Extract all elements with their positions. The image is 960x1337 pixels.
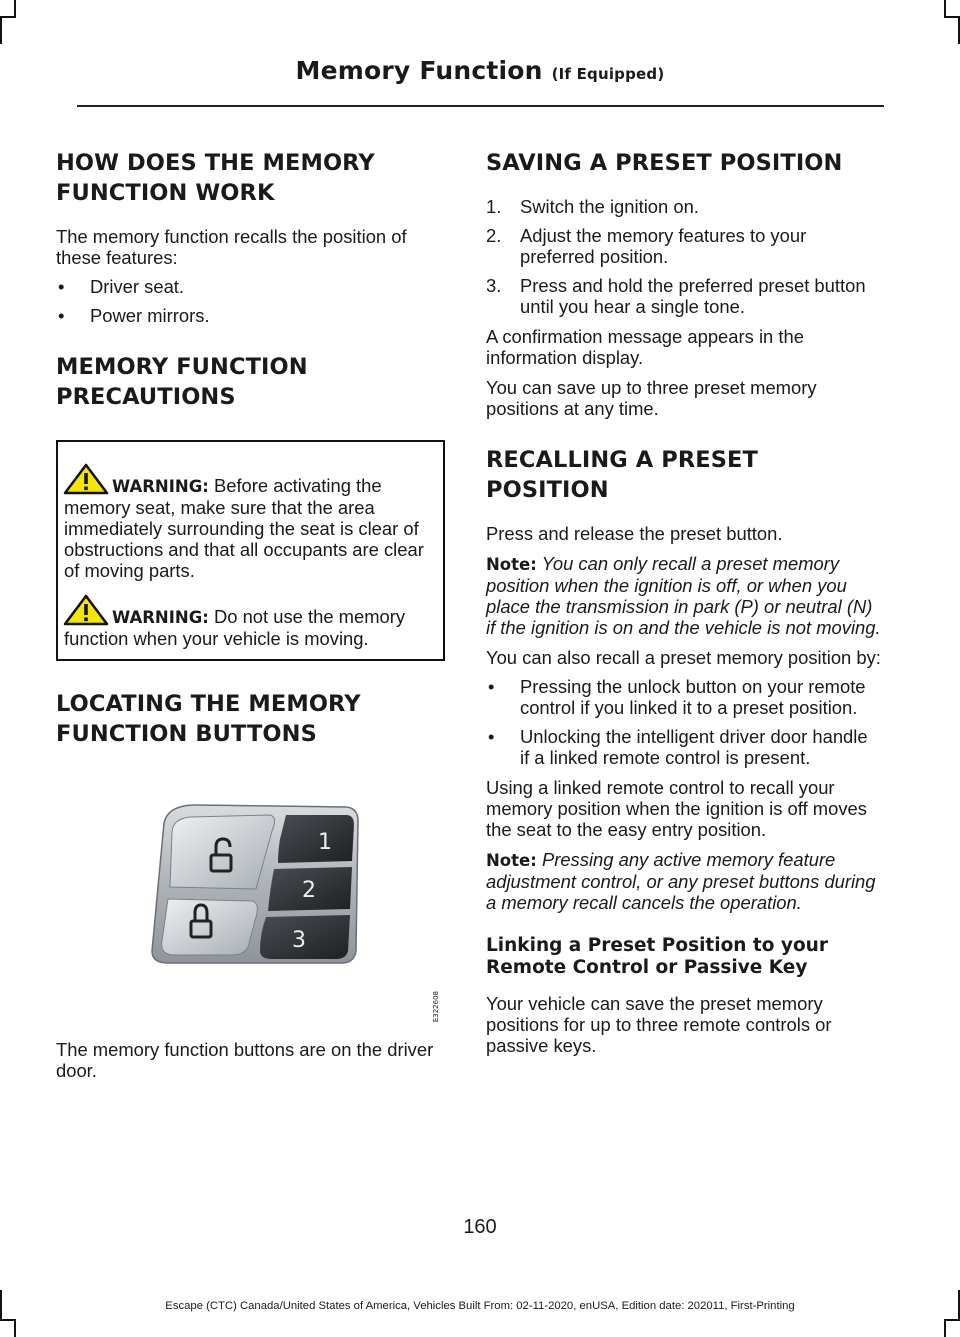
step-number: 1. [486,196,502,217]
warning-paragraph [64,464,437,581]
save-steps [486,196,881,317]
crop-mark [945,1319,960,1321]
note [486,849,881,913]
heading-line: LOCATING THE MEMORY [56,691,361,717]
heading-line: HOW DOES THE MEMORY [56,150,375,176]
step-item [486,275,881,317]
heading-line: PRECAUTIONS [56,384,236,410]
heading-saving: SAVING A PRESET POSITION [486,150,843,176]
heading-line: FUNCTION BUTTONS [56,721,317,747]
heading-line: POSITION [486,477,609,503]
linking-text: Your vehicle can save the preset memory positions for up to three remote controls or passive keys. [486,993,832,1056]
crop-mark [14,1319,16,1337]
page-title: Memory Function [295,56,543,85]
warning-label: WARNING: [112,608,209,627]
heading-precautions [56,352,444,412]
recall-easy-entry: Using a linked remote control to recall your memory position when the ignition is off moves the seat to the easy entry position. [486,777,867,840]
recall-alt-intro: You can also recall a preset memory position by: [486,647,881,668]
heading-recalling [486,445,881,505]
step-number: 3. [486,275,502,296]
page-subtitle: (If Equipped) [551,65,665,83]
crop-mark [14,0,16,18]
crop-mark [944,1319,946,1337]
recall-intro: Press and release the preset button. [486,523,783,544]
step-text: Adjust the memory features to your preferred position. [520,225,807,267]
heading-line: MEMORY FUNCTION [56,354,308,380]
list-item: • Unlocking the intelligent driver door handle if a linked remote control is present. [486,726,881,768]
feature-list [56,276,444,326]
memory-buttons-figure [56,801,444,1023]
page-number: 160 [463,1216,497,1238]
locating-text: The memory function buttons are on the driver door. [56,1039,434,1081]
heading-locating [56,689,444,749]
page-header [0,56,960,85]
crop-mark [944,0,946,18]
step-item [486,196,881,217]
crop-mark [0,16,15,18]
preset-2-label: 2 [302,878,316,903]
list-item: • Driver seat. [56,276,444,297]
warning-box [56,440,445,661]
preset-1-label: 1 [318,830,332,855]
list-item: • Pressing the unlock button on your remote control if you linked it to a preset position. [486,676,881,718]
step-number: 2. [486,225,502,246]
heading-line: FUNCTION WORK [56,180,275,206]
warning-icon [64,595,108,625]
save-confirmation: A confirmation message appears in the information display. [486,326,804,368]
note-label: Note: [486,555,537,574]
heading-line: RECALLING A PRESET [486,447,758,473]
how-intro: The memory function recalls the position of these features: [56,226,407,268]
warning-text: Before activating the memory seat, make sure that the area immediately surrounding the seat is clear of obstructions and that all occupants are clear of moving parts. [64,475,424,581]
crop-mark [0,1319,15,1321]
save-limit: You can save up to three preset memory positions at any time. [486,377,817,419]
step-item [486,225,881,267]
note-label: Note: [486,851,537,870]
memory-buttons-illustration [56,801,444,1023]
step-text: Press and hold the preferred preset button until you hear a single tone. [520,275,866,317]
crop-mark [945,16,960,18]
note-text: Pressing any active memory feature adjustment control, or any preset buttons during a memory recall cancels the operation. [486,849,876,913]
warning-paragraph [64,595,437,649]
header-rule [77,105,884,107]
crop-mark [0,18,2,44]
note-text: You can only recall a preset memory position when the ignition is off, or when you place the transmission in park (P) or neutral (N) if the ignition is on and the vehicle is not moving. [486,553,881,638]
note [486,553,881,638]
heading-how-it-works [56,148,444,208]
step-text: Switch the ignition on. [520,196,699,217]
recall-methods [486,676,881,768]
list-item: • Power mirrors. [56,305,444,326]
preset-3-label: 3 [292,928,306,953]
warning-label: WARNING: [112,477,209,496]
right-column [486,148,881,1056]
edition-footer: Escape (CTC) Canada/United States of America, Vehicles Built From: 02-11-2020, enUSA, Edition date: 202011, First-Printing [165,1300,795,1312]
warning-text: Do not use the memory function when your vehicle is moving. [64,606,406,649]
heading-linking: Linking a Preset Position to your Remote Control or Passive Key [486,935,828,978]
figure-code: E322608 [432,991,440,1023]
warning-icon [64,464,108,494]
left-column [56,148,444,1081]
